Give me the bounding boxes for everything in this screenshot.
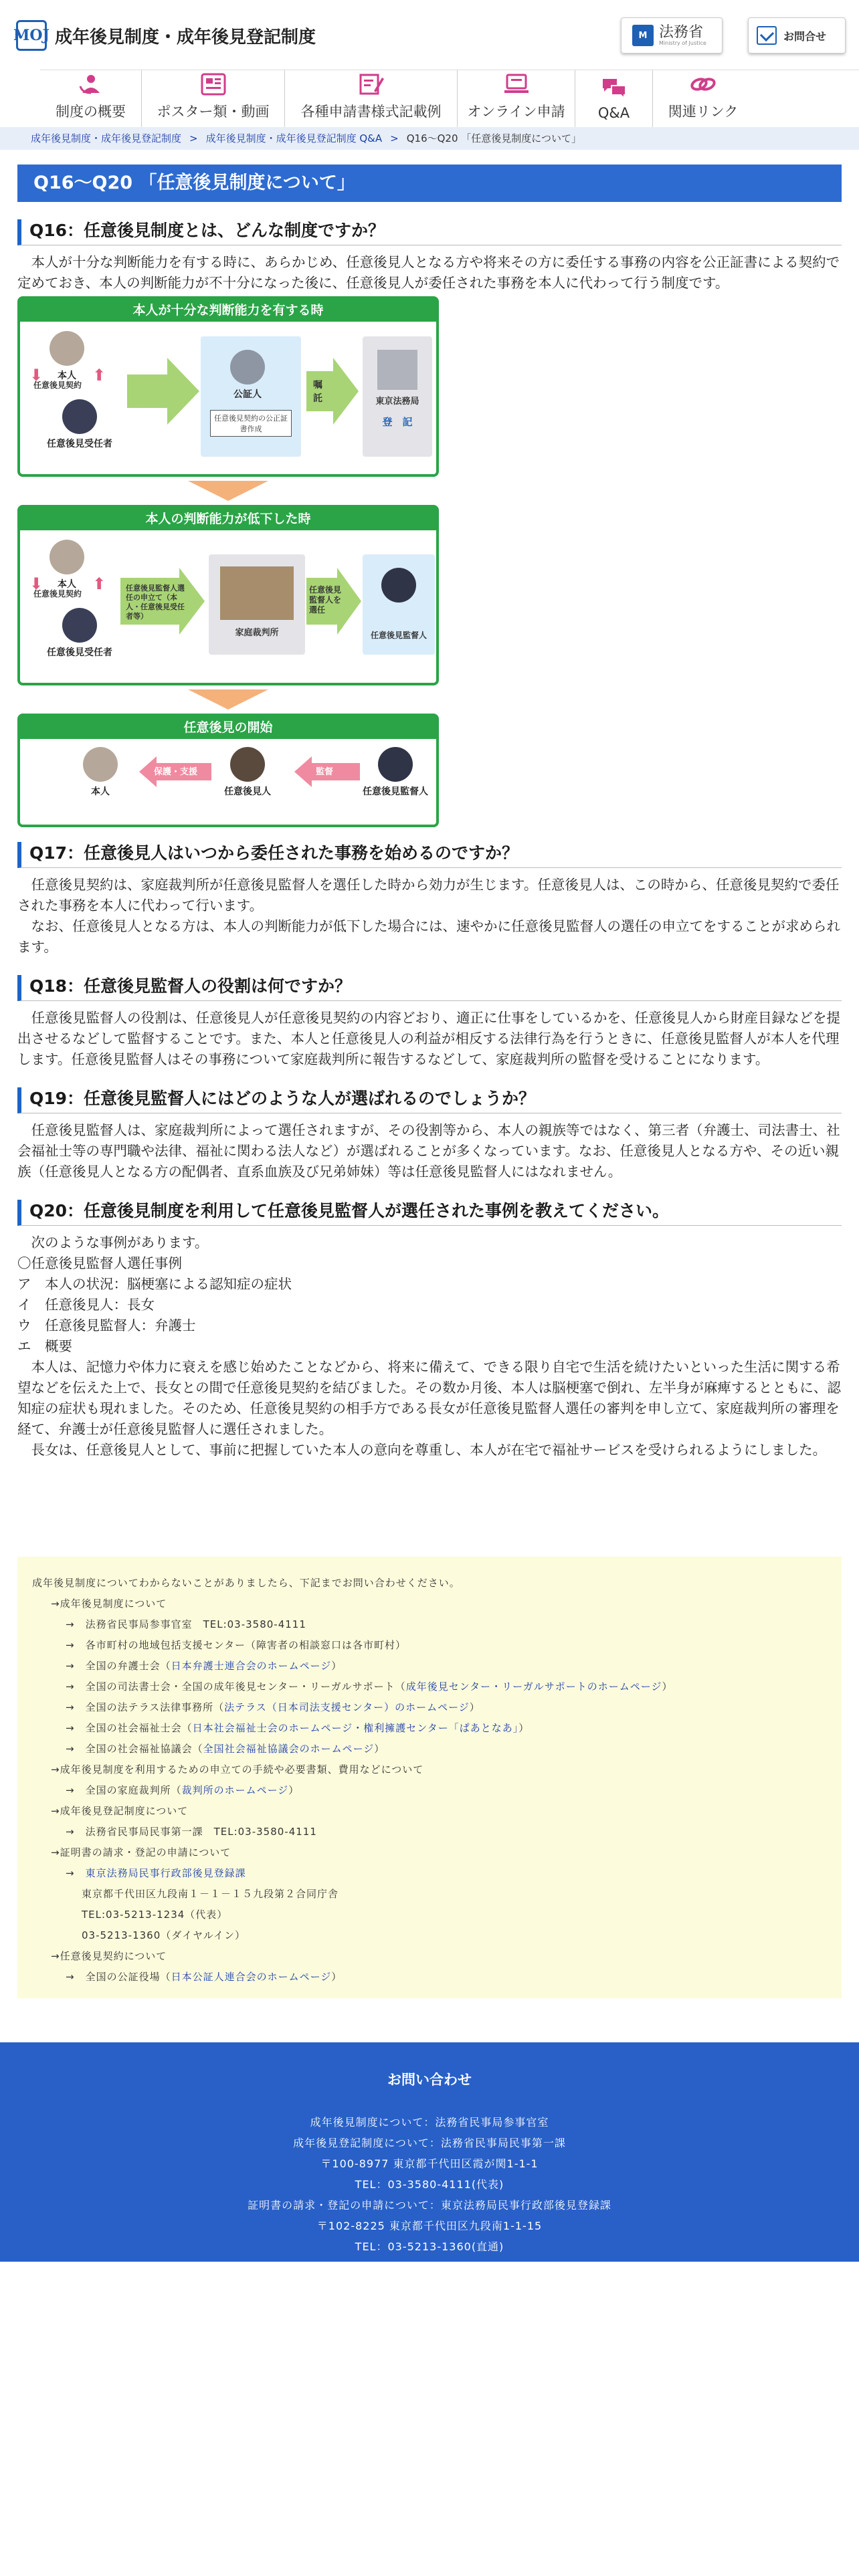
info-item: → 全国の公証役場（日本公証人連合会のホームページ） bbox=[66, 1971, 343, 1983]
info-item-text: 法務省民事局参事官室 TEL:03-3580-4111 bbox=[85, 1618, 306, 1630]
people-icon bbox=[78, 72, 104, 97]
bureau-label: 東京法務局 bbox=[375, 397, 419, 407]
contract-label: 任意後見契約 bbox=[33, 589, 82, 599]
info-item-text: 全国の法テラス法律事務所（ bbox=[85, 1701, 225, 1713]
info-tel: 03-5213-1360（ダイヤルイン） bbox=[82, 1929, 246, 1941]
info-section: →成年後見登記制度について bbox=[51, 1805, 189, 1817]
online-computer-icon bbox=[503, 72, 530, 97]
elderly-person-icon bbox=[50, 540, 84, 574]
q20-item: ウ 任意後見監督人：弁護士 bbox=[17, 1317, 196, 1333]
court-label: 家庭裁判所 bbox=[235, 628, 279, 638]
principal-label: 本人 bbox=[58, 579, 76, 590]
koshonin-link[interactable]: 日本公証人連合会のホームページ bbox=[171, 1971, 332, 1983]
up-arrow-icon: ⬆ bbox=[92, 366, 106, 385]
footer-line: 成年後見制度について：法務省民事局参事官室 bbox=[310, 2116, 549, 2129]
commission-label: 嘱託 bbox=[313, 380, 322, 404]
site-title: 成年後見制度・成年後見登記制度 bbox=[55, 27, 316, 47]
tokyo-bureau-link[interactable]: 東京法務局民事行政部後見登録課 bbox=[85, 1867, 246, 1879]
site-logo[interactable] bbox=[13, 20, 316, 51]
appointee-figure bbox=[47, 399, 112, 450]
supervisor-figure bbox=[379, 568, 419, 605]
footer-line: 証明書の請求・登記の申請について：東京法務局民事行政部後見登録課 bbox=[248, 2199, 611, 2212]
q20-item: イ 任意後見人：長女 bbox=[17, 1297, 155, 1313]
info-item: → 全国の弁護士会（日本弁護士連合会のホームページ） bbox=[66, 1660, 343, 1672]
court-box bbox=[209, 554, 305, 655]
elderly-person-icon bbox=[50, 331, 84, 366]
moj-emblem-icon: M bbox=[632, 25, 654, 46]
contract-label: 任意後見契約 bbox=[33, 381, 82, 390]
system-diagram bbox=[17, 296, 446, 827]
registration-label: 登 記 bbox=[382, 416, 413, 428]
jacsw-link[interactable]: 日本社会福祉士会のホームページ・権利擁護センター「ぱあとなあ」 bbox=[192, 1722, 519, 1734]
main-content bbox=[17, 165, 842, 1461]
down-arrow-icon: ⬇ bbox=[29, 574, 43, 593]
info-item-tail: ） bbox=[288, 1784, 300, 1796]
poster-icon bbox=[200, 72, 227, 97]
info-tel: TEL:03-5213-1234（代表） bbox=[82, 1909, 228, 1921]
nav-item-qa[interactable] bbox=[575, 70, 653, 128]
flow-down-arrow-icon bbox=[188, 689, 268, 710]
q19-heading: Q19：任意後見監督人にはどのような人が選ばれるのでしょうか？ bbox=[17, 1087, 842, 1113]
speech-bubble-icon bbox=[601, 76, 628, 101]
q17-heading: Q17：任意後見人はいつから委任された事務を始めるのですか？ bbox=[17, 842, 842, 868]
notary-box bbox=[201, 336, 301, 457]
appointee-label: 任意後見受任者 bbox=[47, 647, 112, 658]
info-item: → 法務省民事局参事官室 TEL:03-3580-4111 bbox=[66, 1618, 306, 1630]
legal-support-link[interactable]: 成年後見センター・リーガルサポートのホームページ bbox=[405, 1681, 662, 1693]
moj-sub: Ministry of Justice bbox=[659, 39, 706, 46]
q19-body: 任意後見監督人は、家庭裁判所によって選任されますが、その役割等から、本人の親族等ではなく、第三者（弁護士、司法書士、社会福祉士等の専門職や法律、福祉に関わる法人など）が選ばれることが多くなっています。なお、任意後見人となる方や、その近い親族（任意後見人となる方の配偶者、直系血族及び兄弟姉妹）等は任意後見監督人にはなれません。 bbox=[17, 1122, 840, 1180]
nav-label: 各種申請書様式記載例 bbox=[300, 104, 442, 120]
supervisor-icon bbox=[378, 747, 413, 782]
info-item-text: 法務省民事局民事第一課 TEL:03-3580-4111 bbox=[85, 1826, 317, 1838]
breadcrumb-separator: > bbox=[390, 132, 399, 144]
right-arrow-icon bbox=[127, 358, 201, 425]
diagram-panel-1 bbox=[17, 296, 439, 477]
flow-down-arrow-icon bbox=[188, 481, 268, 501]
nav-item-links[interactable] bbox=[653, 70, 753, 128]
footer-line: TEL：03-3580-4111(代表) bbox=[355, 2178, 504, 2191]
info-section: →成年後見制度を利用するための申立ての手続や必要書類、費用などについて bbox=[51, 1763, 424, 1776]
footer-line: 〒100-8977 東京都千代田区霞が関1-1-1 bbox=[320, 2157, 539, 2170]
footer-line: 成年後見登記制度について：法務省民事局民事第一課 bbox=[293, 2137, 566, 2149]
guardian-icon bbox=[230, 747, 265, 782]
building-icon bbox=[377, 350, 417, 390]
moj-logo-mark: MOJ bbox=[16, 20, 47, 51]
breadcrumb bbox=[0, 127, 859, 150]
q17-p2: なお、任意後見人となる方は、本人の判断能力が低下した場合には、速やかに任意後見監督人の選任の申立てをすることが求められます。 bbox=[17, 918, 840, 955]
q20-p2: 長女は、任意後見人として、事前に把握していた本人の意向を尊重し、本人が在宅で福祉サービスを受けられるようにしました。 bbox=[31, 1442, 827, 1458]
notary-icon bbox=[230, 350, 265, 385]
contact-button[interactable] bbox=[748, 17, 846, 53]
info-item-tail: ） bbox=[469, 1701, 480, 1713]
nav-label: オンライン申請 bbox=[467, 104, 565, 120]
breadcrumb-link-home[interactable]: 成年後見制度・成年後見登記制度 bbox=[31, 132, 182, 144]
info-item-text: 全国の社会福祉協議会（ bbox=[85, 1743, 203, 1755]
nav-label: ポスター類・動画 bbox=[157, 104, 270, 120]
q20-case-title: 〇任意後見監督人選任事例 bbox=[17, 1255, 182, 1271]
form-pen-icon bbox=[358, 72, 385, 97]
breadcrumb-link-qa[interactable]: 成年後見制度・成年後見登記制度 Q&A bbox=[205, 132, 383, 144]
supervisor-figure bbox=[359, 747, 432, 798]
principal-figure bbox=[80, 747, 120, 798]
q20-item: ア 本人の状況：脳梗塞による認知症の症状 bbox=[17, 1276, 292, 1292]
nav-label: Q&A bbox=[597, 105, 630, 121]
info-section: →証明書の請求・登記の申請について bbox=[51, 1846, 231, 1858]
global-nav bbox=[40, 70, 859, 127]
shakyo-link[interactable]: 全国社会福祉協議会のホームページ bbox=[203, 1743, 375, 1755]
panel2-title: 本人の判断能力が低下した時 bbox=[20, 508, 436, 530]
page-title: Q16〜Q20 「任意後見制度について」 bbox=[17, 165, 842, 202]
down-arrow-icon: ⬇ bbox=[29, 366, 43, 385]
q20-intro: 次のような事例があります。 bbox=[31, 1235, 209, 1251]
notary-label: 公証人 bbox=[233, 389, 262, 400]
info-section: →任意後見契約について bbox=[51, 1950, 167, 1962]
info-item-text: 全国の公証役場（ bbox=[85, 1971, 171, 1983]
court-building-icon bbox=[220, 566, 294, 620]
jfba-link[interactable]: 日本弁護士連合会のホームページ bbox=[171, 1660, 332, 1672]
guardian-figure bbox=[214, 747, 281, 798]
info-lead: 成年後見制度についてわからないことがありましたら、下記までお問い合わせください。 bbox=[32, 1577, 460, 1589]
up-arrow-icon: ⬆ bbox=[92, 574, 106, 593]
info-item: → 全国の法テラス法律事務所（法テラス（日本司法支援センター）のホームページ） bbox=[66, 1701, 480, 1713]
principal-label: 本人 bbox=[58, 370, 76, 381]
site-footer bbox=[0, 2042, 859, 2262]
appointee-label: 任意後見受任者 bbox=[47, 439, 112, 449]
nav-item-overview[interactable] bbox=[40, 70, 142, 128]
petition-label: 任意後見監督人選任の申立て（本人・任意後見受任者等） bbox=[126, 584, 185, 621]
moj-label: 法務省 bbox=[659, 23, 704, 41]
info-item: → 各市町村の地域包括支援センター（障害者の相談窓口は各市町村） bbox=[66, 1639, 406, 1651]
supervise-label: 監督 bbox=[316, 767, 334, 777]
footer-line: TEL：03-5213-1360(直通) bbox=[355, 2240, 504, 2253]
info-item: → 全国の社会福祉士会（日本社会福祉士会のホームページ・権利擁護センター「ぱあとなあ」） bbox=[66, 1722, 530, 1734]
young-person-icon bbox=[62, 399, 97, 434]
info-item-text: 全国の弁護士会（ bbox=[85, 1660, 171, 1672]
mail-icon bbox=[757, 26, 777, 45]
info-item: → 全国の家庭裁判所（裁判所のホームページ） bbox=[66, 1784, 300, 1796]
panel1-title: 本人が十分な判断能力を有する時 bbox=[20, 299, 436, 322]
info-item-tail: ） bbox=[331, 1660, 343, 1672]
nav-label: 関連リンク bbox=[668, 104, 739, 120]
select-label: 任意後見監督人を選任 bbox=[309, 585, 342, 615]
breadcrumb-separator: > bbox=[189, 132, 198, 144]
principal-figure bbox=[50, 331, 84, 382]
footer-title: お問い合わせ bbox=[387, 2072, 472, 2088]
supervisor-label: 任意後見監督人 bbox=[363, 786, 428, 797]
info-item-text: 全国の家庭裁判所（ bbox=[85, 1784, 182, 1796]
supervisor-box bbox=[363, 554, 435, 655]
info-item-tail: ） bbox=[374, 1743, 385, 1755]
info-item: → 全国の司法書士会・全国の成年後見センター・リーガルサポート（成年後見センター・リーガルサポートのホームページ） bbox=[66, 1681, 673, 1693]
q20-heading: Q20：任意後見制度を利用して任意後見監督人が選任された事例を教えてください。 bbox=[17, 1200, 842, 1226]
info-item-tail: ） bbox=[518, 1722, 530, 1734]
q20-item: エ 概要 bbox=[17, 1338, 72, 1354]
houterasu-link[interactable]: 法テラス（日本司法支援センター）のホームページ bbox=[224, 1701, 470, 1713]
bureau-box bbox=[363, 336, 432, 457]
nav-item-posters[interactable] bbox=[142, 70, 285, 128]
principal-label: 本人 bbox=[91, 786, 110, 797]
notary-note: 任意後見契約の公正証書作成 bbox=[210, 410, 292, 437]
panel3-title: 任意後見の開始 bbox=[20, 716, 436, 739]
q18-body: 任意後見監督人の役割は、任意後見人が任意後見契約の内容どおり、適正に仕事をしているかを、任意後見人から財産目録などを提出させるなどして監督することです。また、本人と任意後見人の利益が相反する法律行為を行うときに、任意後見監督人が本人を代理します。任意後見監督人はその事務について家庭裁判所に報告するなどして、家庭裁判所の監督を受けることになります。 bbox=[17, 1010, 840, 1067]
contact-label: お問合せ bbox=[783, 29, 827, 43]
info-item: → 東京法務局民事行政部後見登録課 bbox=[66, 1867, 246, 1879]
courts-link[interactable]: 裁判所のホームページ bbox=[181, 1784, 289, 1796]
nav-item-forms[interactable] bbox=[285, 70, 458, 128]
info-item: → 全国の社会福祉協議会（全国社会福祉協議会のホームページ） bbox=[66, 1743, 385, 1755]
info-address: 東京都千代田区九段南１－１－１５九段第２合同庁舎 bbox=[82, 1888, 339, 1900]
site-header bbox=[0, 0, 859, 70]
diagram-panel-3 bbox=[17, 714, 439, 827]
q20-p1: 本人は、記憶力や体力に衰えを感じ始めたことなどから、将来に備えて、できる限り自宅で生活を続けたいといった生活に関する希望などを伝えた上で、長女との間で任意後見契約を結びました。その数か月後、本人は脳梗塞で倒れ、左半身が麻痺するとともに、認知症の症状も現れました。そのため、任意後見契約の相手方である長女が任意後見監督人選任の審判を申し立て、家庭裁判所の審理を経て、弁護士が任意後見監督人に選任されました。 bbox=[17, 1359, 841, 1437]
info-item-text: 全国の司法書士会・全国の成年後見センター・リーガルサポート（ bbox=[85, 1681, 406, 1693]
elderly-person-icon bbox=[83, 747, 118, 782]
info-section: →成年後見制度について bbox=[51, 1598, 167, 1610]
guardian-label: 任意後見人 bbox=[224, 786, 271, 797]
q18-heading: Q18：任意後見監督人の役割は何ですか？ bbox=[17, 975, 842, 1001]
protection-label: 保護・支援 bbox=[154, 767, 198, 777]
info-item-text: 各市町村の地域包括支援センター（障害者の相談窓口は各市町村） bbox=[85, 1639, 406, 1651]
nav-item-online[interactable] bbox=[458, 70, 575, 128]
appointee-figure bbox=[47, 608, 112, 659]
footer-line: 〒102-8225 東京都千代田区九段南1-1-15 bbox=[316, 2220, 543, 2232]
info-item-tail: ） bbox=[662, 1681, 673, 1693]
diagram-panel-2 bbox=[17, 505, 439, 685]
info-item: → 法務省民事局民事第一課 TEL:03-3580-4111 bbox=[66, 1826, 317, 1838]
supervisor-icon bbox=[381, 568, 416, 603]
notary-figure bbox=[230, 350, 265, 401]
q16-body: 本人が十分な判断能力を有する時に、あらかじめ、任意後見人となる方や将来その方に委任する事務の内容を公正証書による契約で定めておき、本人の判断能力が不十分になった後に、任意後見人が委任された事務を本人に代わって行う制度です。 bbox=[17, 254, 840, 291]
q16-heading: Q16：任意後見制度とは、どんな制度ですか？ bbox=[17, 219, 842, 245]
info-item-text: 全国の社会福祉士会（ bbox=[85, 1722, 193, 1734]
nav-label: 制度の概要 bbox=[56, 104, 126, 120]
link-chain-icon bbox=[690, 72, 717, 97]
info-item-tail: ） bbox=[331, 1971, 343, 1983]
breadcrumb-current: Q16〜Q20 「任意後見制度について」 bbox=[406, 132, 581, 144]
inquiry-info-box bbox=[17, 1557, 842, 1998]
young-person-icon bbox=[62, 608, 97, 643]
q17-p1: 任意後見契約は、家庭裁判所が任意後見監督人を選任した時から効力が生じます。任意後見人は、この時から、任意後見契約で委任された事務を本人に代わって行います。 bbox=[17, 877, 840, 914]
principal-figure bbox=[50, 540, 84, 591]
supervisor-label: 任意後見監督人 bbox=[370, 631, 427, 640]
moj-link[interactable] bbox=[621, 17, 723, 53]
